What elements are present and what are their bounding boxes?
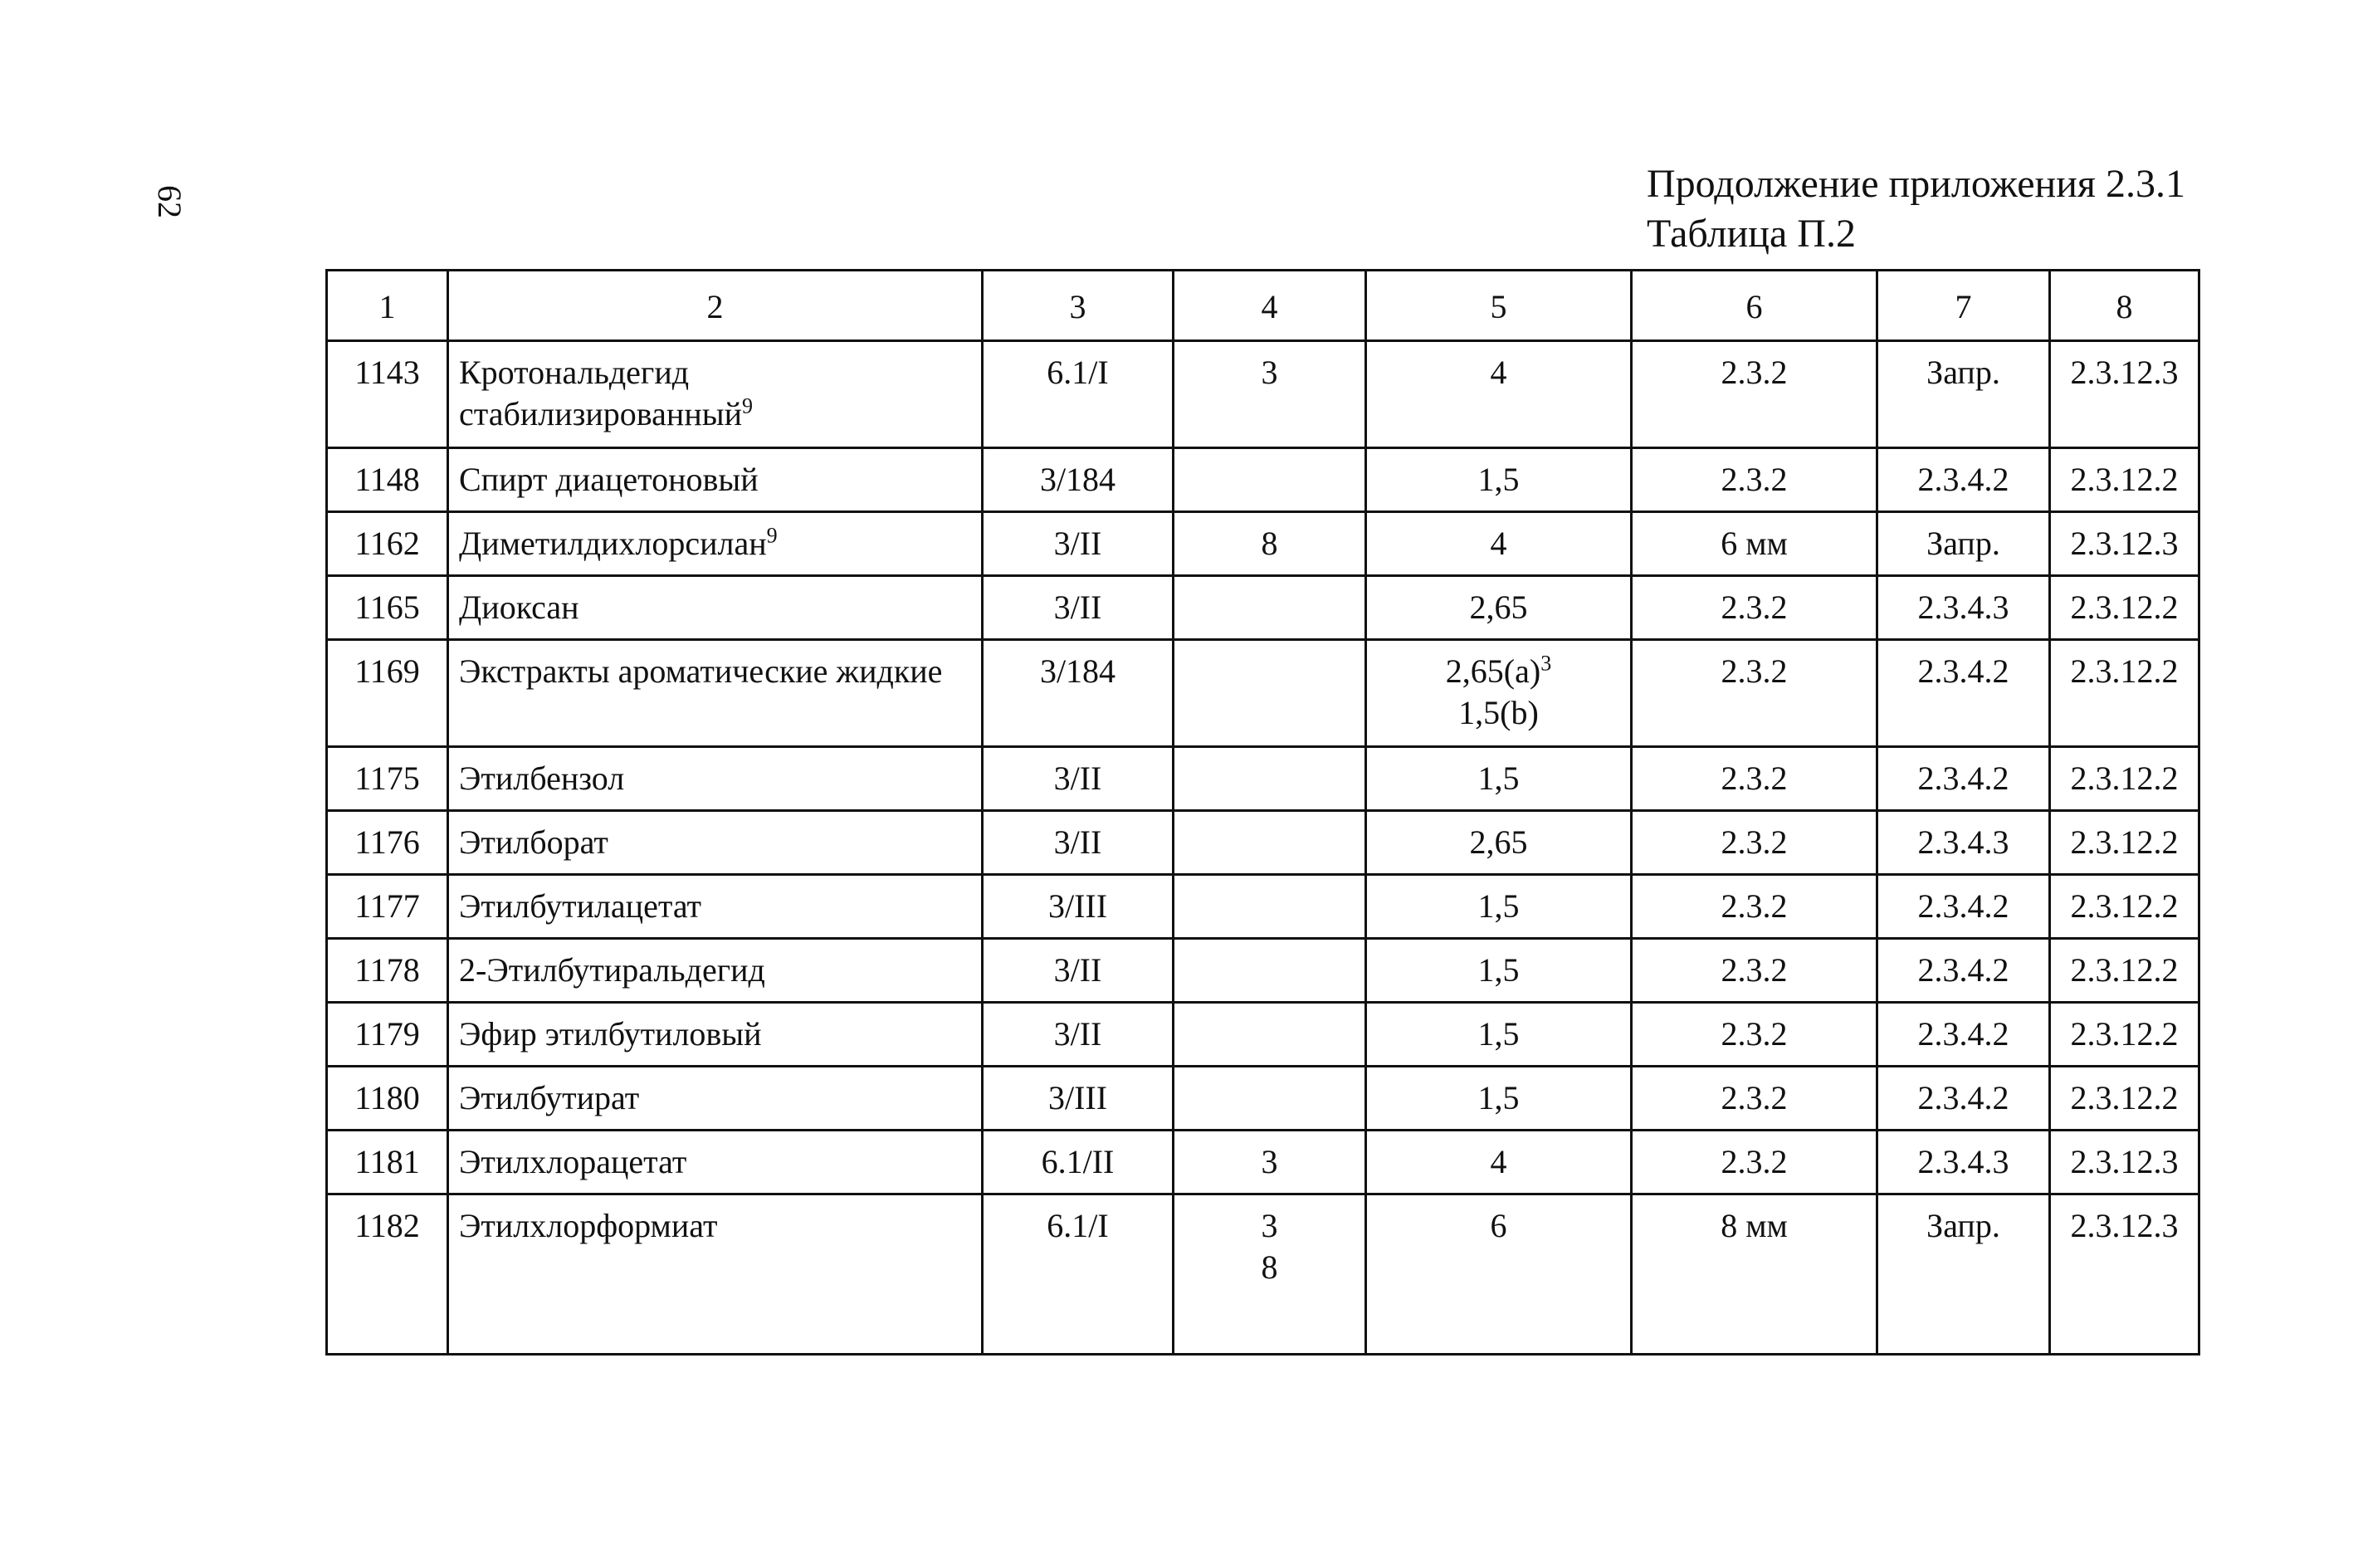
un-number-cell: 1181 xyxy=(327,1131,448,1194)
col6-cell: 2.3.2 xyxy=(1632,1067,1877,1131)
col8-cell: 2.3.12.2 xyxy=(2050,811,2199,875)
table-row xyxy=(327,341,2199,448)
class-cell: 3/II xyxy=(983,512,1174,576)
un-number-cell: 1169 xyxy=(327,640,448,747)
substance-name-continuation: стабилизированный xyxy=(459,395,743,432)
class-cell: 3/184 xyxy=(983,640,1174,747)
table-row xyxy=(327,875,2199,939)
col8-cell: 2.3.12.2 xyxy=(2050,1003,2199,1067)
class-cell: 6.1/I xyxy=(983,341,1174,448)
col5-cell: 1,5 xyxy=(1366,875,1632,939)
col7-cell: 2.3.4.3 xyxy=(1877,811,2050,875)
col5-cell: 2,65 xyxy=(1366,811,1632,875)
col6-cell: 2.3.2 xyxy=(1632,1003,1877,1067)
col6-cell: 2.3.2 xyxy=(1632,640,1877,747)
substance-name-cell: Спирт диацетоновый xyxy=(448,448,983,512)
un-number-cell: 1178 xyxy=(327,939,448,1003)
col6-cell: 2.3.2 xyxy=(1632,747,1877,811)
col7-cell: 2.3.4.2 xyxy=(1877,939,2050,1003)
col6-cell: 8 мм xyxy=(1632,1194,1877,1355)
substance-name-cell: Этилхлорформиат xyxy=(448,1194,983,1355)
col5-cell: 4 xyxy=(1366,341,1632,448)
column-header: 1 xyxy=(327,271,448,341)
column-header: 8 xyxy=(2050,271,2199,341)
substance-name-cell: Этилбутират xyxy=(448,1067,983,1131)
col4-cell xyxy=(1174,576,1366,640)
col6-cell: 2.3.2 xyxy=(1632,576,1877,640)
col4-cell xyxy=(1174,939,1366,1003)
col8-cell: 2.3.12.2 xyxy=(2050,747,2199,811)
col8-cell: 2.3.12.2 xyxy=(2050,939,2199,1003)
class-cell: 3/184 xyxy=(983,448,1174,512)
col4-cell xyxy=(1174,640,1366,747)
col5-value-a: 2,65(a) xyxy=(1445,652,1541,690)
col5-cell: 4 xyxy=(1366,1131,1632,1194)
col8-cell: 2.3.12.3 xyxy=(2050,1131,2199,1194)
col6-cell: 2.3.2 xyxy=(1632,448,1877,512)
col7-cell: 2.3.4.2 xyxy=(1877,1067,2050,1131)
col4-cell: 8 xyxy=(1174,512,1366,576)
column-header: 5 xyxy=(1366,271,1632,341)
un-number-cell: 1165 xyxy=(327,576,448,640)
col4-cell xyxy=(1174,747,1366,811)
col8-cell: 2.3.12.3 xyxy=(2050,1194,2199,1355)
page-number: 62 xyxy=(151,185,188,218)
class-cell: 3/III xyxy=(983,1067,1174,1131)
column-header: 4 xyxy=(1174,271,1366,341)
table-row xyxy=(327,1131,2199,1194)
class-cell: 3/II xyxy=(983,576,1174,640)
column-header: 6 xyxy=(1632,271,1877,341)
col5-cell: 4 xyxy=(1366,512,1632,576)
col7-cell: 2.3.4.3 xyxy=(1877,1131,2050,1194)
un-number-cell: 1148 xyxy=(327,448,448,512)
class-cell: 3/II xyxy=(983,1003,1174,1067)
class-cell: 3/II xyxy=(983,811,1174,875)
col6-cell: 2.3.2 xyxy=(1632,341,1877,448)
col4-cell xyxy=(1174,1067,1366,1131)
substance-name-cell: Эфир этилбутиловый xyxy=(448,1003,983,1067)
un-number-cell: 1177 xyxy=(327,875,448,939)
col7-cell: 2.3.4.2 xyxy=(1877,1003,2050,1067)
footnote-mark: 3 xyxy=(1540,651,1552,676)
col6-cell: 2.3.2 xyxy=(1632,811,1877,875)
col4-cell xyxy=(1174,448,1366,512)
col5-line-1 xyxy=(1374,651,1623,692)
un-number-cell: 1143 xyxy=(327,341,448,448)
col4-value-1: 3 xyxy=(1261,1207,1278,1244)
col8-cell: 2.3.12.3 xyxy=(2050,341,2199,448)
col8-cell: 2.3.12.2 xyxy=(2050,875,2199,939)
col6-cell: 2.3.2 xyxy=(1632,1131,1877,1194)
substances-table xyxy=(325,269,2200,1356)
un-number-cell: 1176 xyxy=(327,811,448,875)
col6-cell: 6 мм xyxy=(1632,512,1877,576)
table-row xyxy=(327,811,2199,875)
un-number-cell: 1182 xyxy=(327,1194,448,1355)
substance-name-cell: Этилхлорацетат xyxy=(448,1131,983,1194)
col4-cell xyxy=(1174,811,1366,875)
col8-cell: 2.3.12.2 xyxy=(2050,640,2199,747)
un-number-cell: 1162 xyxy=(327,512,448,576)
col7-cell: 2.3.4.2 xyxy=(1877,747,2050,811)
un-number-cell: 1180 xyxy=(327,1067,448,1131)
un-number-cell: 1179 xyxy=(327,1003,448,1067)
col4-cell xyxy=(1174,875,1366,939)
substance-name-cell: Диоксан xyxy=(448,576,983,640)
col4-cell xyxy=(1174,1003,1366,1067)
col7-cell: 2.3.4.3 xyxy=(1877,576,2050,640)
col7-cell: 2.3.4.2 xyxy=(1877,875,2050,939)
table-row xyxy=(327,1067,2199,1131)
col5-cell: 1,5 xyxy=(1366,939,1632,1003)
col7-cell: 2.3.4.2 xyxy=(1877,448,2050,512)
substance-name-text: Диметилдихлорсилан xyxy=(459,525,767,562)
table-heading xyxy=(1647,159,2185,259)
col7-cell: Запр. xyxy=(1877,512,2050,576)
table-caption: Таблица П.2 xyxy=(1647,212,1856,256)
col5-cell: 1,5 xyxy=(1366,1003,1632,1067)
substance-name-cell: 2-Этилбутиральдегид xyxy=(448,939,983,1003)
column-header: 2 xyxy=(448,271,983,341)
table-row xyxy=(327,512,2199,576)
appendix-continuation-title: Продолжение приложения 2.3.1 xyxy=(1647,162,2185,206)
substance-name-cell xyxy=(448,341,983,448)
substance-name-cell: Экстракты ароматические жидкие xyxy=(448,640,983,747)
class-cell: 3/II xyxy=(983,939,1174,1003)
col8-cell: 2.3.12.3 xyxy=(2050,512,2199,576)
table-header-row xyxy=(327,271,2199,341)
substance-name-cell: Этилбутилацетат xyxy=(448,875,983,939)
table-row xyxy=(327,747,2199,811)
class-cell: 6.1/I xyxy=(983,1194,1174,1355)
col6-cell: 2.3.2 xyxy=(1632,875,1877,939)
table-row xyxy=(327,1003,2199,1067)
col8-cell: 2.3.12.2 xyxy=(2050,448,2199,512)
col5-cell xyxy=(1366,640,1632,747)
col8-cell: 2.3.12.2 xyxy=(2050,1067,2199,1131)
col4-cell: 3 xyxy=(1174,1131,1366,1194)
col5-cell: 1,5 xyxy=(1366,747,1632,811)
table-row xyxy=(327,576,2199,640)
class-cell: 3/III xyxy=(983,875,1174,939)
substance-name-cell xyxy=(448,512,983,576)
col7-cell: 2.3.4.2 xyxy=(1877,640,2050,747)
column-header: 3 xyxy=(983,271,1174,341)
table-row xyxy=(327,448,2199,512)
col5-cell: 2,65 xyxy=(1366,576,1632,640)
col8-cell: 2.3.12.2 xyxy=(2050,576,2199,640)
col4-cell: 3 xyxy=(1174,341,1366,448)
column-header: 7 xyxy=(1877,271,2050,341)
col5-cell: 6 xyxy=(1366,1194,1632,1355)
substance-name-line: Кротональдегид xyxy=(459,354,690,391)
table-row xyxy=(327,640,2199,747)
col5-cell: 1,5 xyxy=(1366,448,1632,512)
col6-cell: 2.3.2 xyxy=(1632,939,1877,1003)
footnote-mark: 9 xyxy=(742,393,754,418)
col7-cell: Запр. xyxy=(1877,341,2050,448)
col5-cell: 1,5 xyxy=(1366,1067,1632,1131)
col4-value-2: 8 xyxy=(1261,1248,1278,1286)
class-cell: 3/II xyxy=(983,747,1174,811)
substance-name-cell: Этилборат xyxy=(448,811,983,875)
substance-name-line-2 xyxy=(459,393,974,435)
un-number-cell: 1175 xyxy=(327,747,448,811)
col7-cell: Запр. xyxy=(1877,1194,2050,1355)
table-row xyxy=(327,1194,2199,1355)
col5-value-b: 1,5(b) xyxy=(1458,694,1539,731)
col4-cell xyxy=(1174,1194,1366,1355)
substance-name-cell: Этилбензол xyxy=(448,747,983,811)
class-cell: 6.1/II xyxy=(983,1131,1174,1194)
table-row xyxy=(327,939,2199,1003)
footnote-mark: 9 xyxy=(766,523,778,548)
